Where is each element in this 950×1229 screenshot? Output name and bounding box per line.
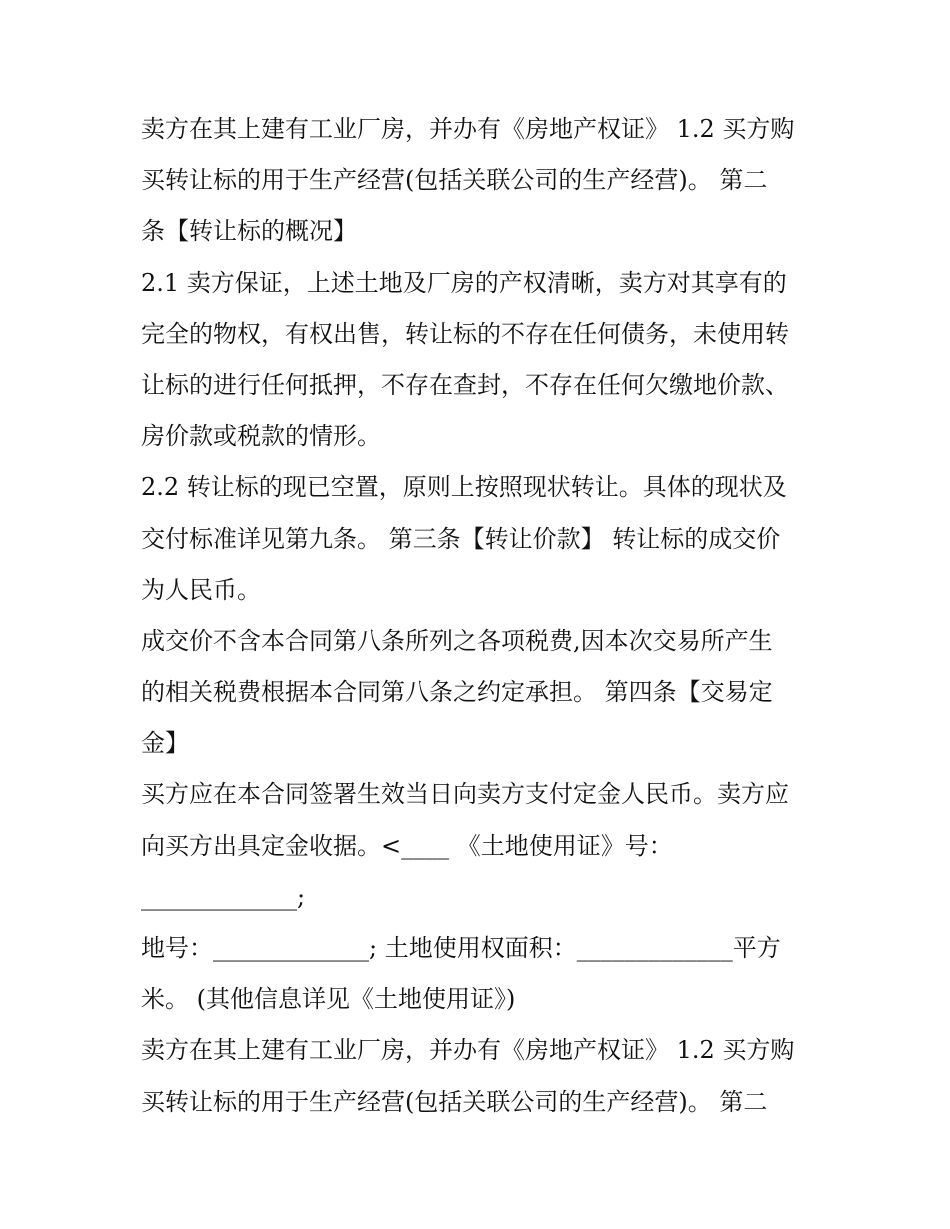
text-line: 条【转让标的概况】 (141, 217, 357, 246)
text-line: 2.1 卖方保证，上述土地及厂房的产权清晰，卖方对其享有的 (141, 268, 787, 297)
text-line: 为人民币。 (141, 575, 261, 604)
text-line: 让标的进行任何抵押，不存在查封，不存在任何欠缴地价款、 (141, 370, 789, 399)
text-line: 房价款或税款的情形。 (141, 422, 381, 451)
text-line: 交付标准详见第九条。 第三条【转让价款】 转让标的成交价 (141, 524, 781, 553)
text-line: 完全的物权，有权出售，转让标的不存在任何债务，未使用转 (141, 319, 789, 348)
text-line: 买转让标的用于生产经营(包括关联公司的生产经营)。 第二 (141, 1087, 768, 1116)
text-line: 成交价不含本合同第八条所列之各项税费,因本次交易所产生 (141, 626, 773, 655)
text-line: 卖方在其上建有工业厂房，并办有《房地产权证》 1.2 买方购 (141, 115, 795, 143)
text-line: 金】 (141, 729, 189, 758)
text-line: 买转让标的用于生产经营(包括关联公司的生产经营)。 第二 (141, 166, 768, 195)
text-line: 地号：_____________; 土地使用权面积：_____________平方 (141, 934, 781, 962)
document-body (141, 104, 821, 1128)
text-line: 2.2 转让标的现已空置，原则上按照现状转让。具体的现状及 (141, 473, 787, 502)
text-line: 卖方在其上建有工业厂房，并办有《房地产权证》 1.2 买方购 (141, 1036, 795, 1065)
text-line: _____________; (141, 882, 306, 911)
text-line: 米。 (其他信息详见《土地使用证》) (141, 985, 516, 1014)
text-line: 的相关税费根据本合同第八条之约定承担。 第四条【交易定 (141, 678, 773, 707)
text-line: 向买方出具定金收据。<____ 《土地使用证》号： (141, 831, 673, 860)
text-line: 买方应在本合同签署生效当日向卖方支付定金人民币。卖方应 (141, 780, 789, 809)
